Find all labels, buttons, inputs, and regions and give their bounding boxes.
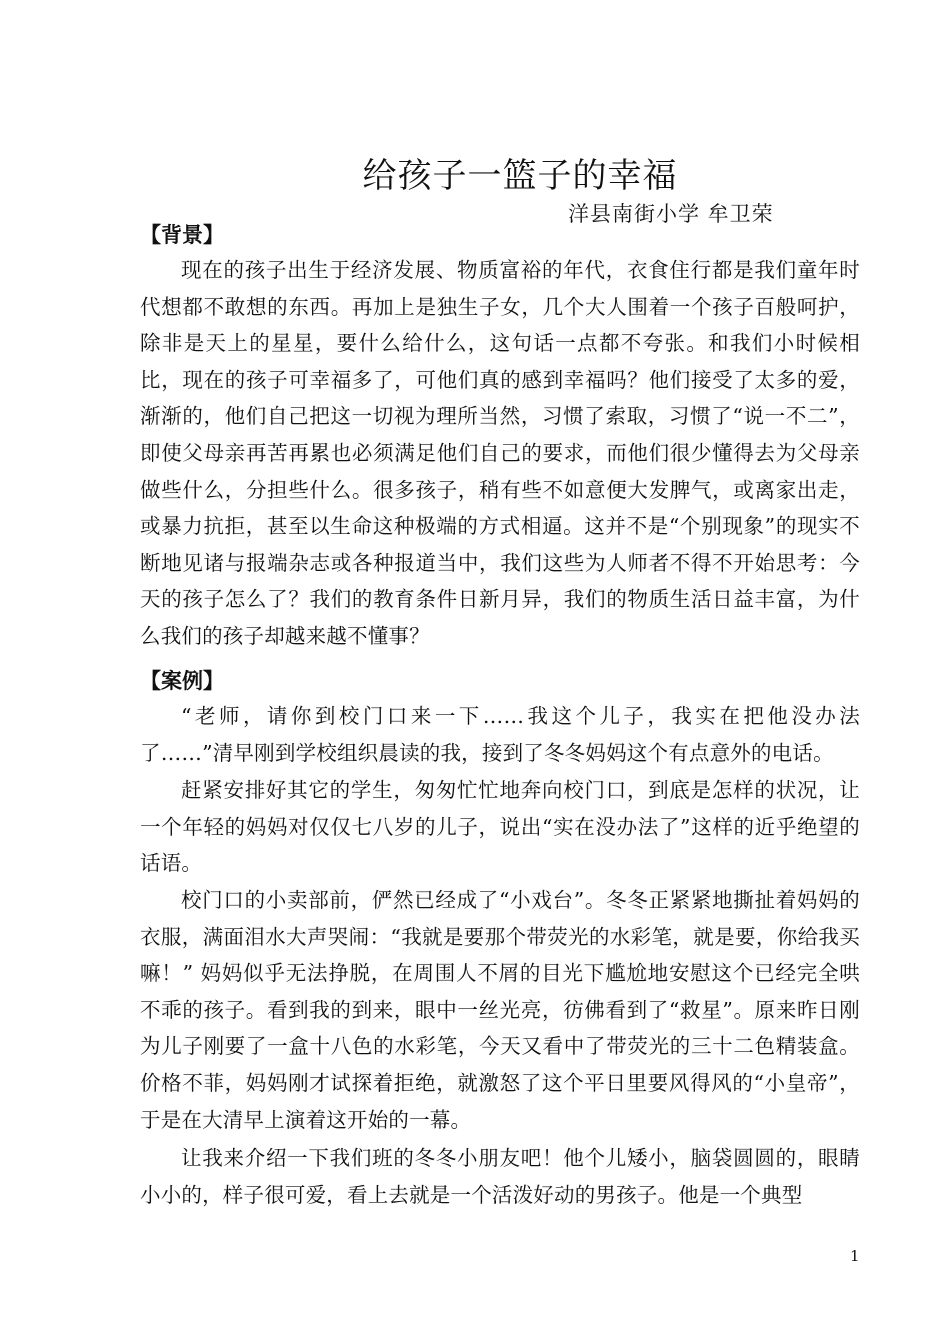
document-author: 洋县南街小学 牟卫荣 xyxy=(568,202,774,226)
background-paragraph: 现在的孩子出生于经济发展、物质富裕的年代，衣食住行都是我们童年时代想都不敢想的东西。再加上是独生子女，几个大人围着一个孩子百般呵护，除非是天上的星星，要什么给什么，这句话一点都不夸张。和我们小时候相比，现在的孩子可幸福多了，可他们真的感到幸福吗？他们接受了太多的爱，渐渐的，他们自己把这一切视为理所当然，习惯了索取，习惯了“说一不二”，即使父母亲再苦再累也必须满足他们自己的要求，而他们很少懂得去为父母亲做些什么，分担些什么。很多孩子，稍有些不如意便大发脾气，或离家出走，或暴力抗拒，甚至以生命这种极端的方式相逼。这并不是“个别现象”的现实不断地见诸与报端杂志或各种报道当中，我们这些为人师者不得不开始思考：今天的孩子怎么了？我们的教育条件日新月异，我们的物质生活日益丰富，为什么我们的孩子却越来越不懂事？ xyxy=(140,258,860,648)
case-paragraph-4: 让我来介绍一下我们班的冬冬小朋友吧！他个儿矮小，脑袋圆圆的，眼睛小小的，样子很可爱，看上去就是一个活泼好动的男孩子。他是一个典型 xyxy=(140,1146,860,1207)
section-heading-case: 【案例】 xyxy=(140,669,224,693)
page-number: 1 xyxy=(850,1247,860,1265)
section-heading-background: 【背景】 xyxy=(140,223,224,247)
document-title: 给孩子一篮子的幸福 xyxy=(362,156,678,196)
case-paragraph-1: “老师，请你到校门口来一下……我这个儿子，我实在把他没办法了……”清早刚到学校组织晨读的我，接到了冬冬妈妈这个有点意外的电话。 xyxy=(140,704,860,765)
case-paragraph-3: 校门口的小卖部前，俨然已经成了“小戏台”。冬冬正紧紧地撕扯着妈妈的衣服，满面泪水大声哭闹：“我就是要那个带荧光的水彩笔，就是要，你给我买嘛！” 妈妈似乎无法挣脱，在周围人不屑的目光下尴尬地安慰这个已经完全哄不乖的孩子。看到我的到来，眼中一丝光亮，彷佛看到了“救星”。原来昨日刚为儿子刚要了一盒十八色的水彩笔，今天又看中了带荧光的三十二色精装盒。价格不菲，妈妈刚才试探着拒绝，就激怒了这个平日里要风得风的“小皇帝”，于是在大清早上演着这开始的一幕。 xyxy=(140,888,860,1132)
case-paragraph-2: 赶紧安排好其它的学生，匆匆忙忙地奔向校门口，到底是怎样的状况，让一个年轻的妈妈对仅仅七八岁的儿子，说出“实在没办法了”这样的近乎绝望的话语。 xyxy=(140,778,860,876)
